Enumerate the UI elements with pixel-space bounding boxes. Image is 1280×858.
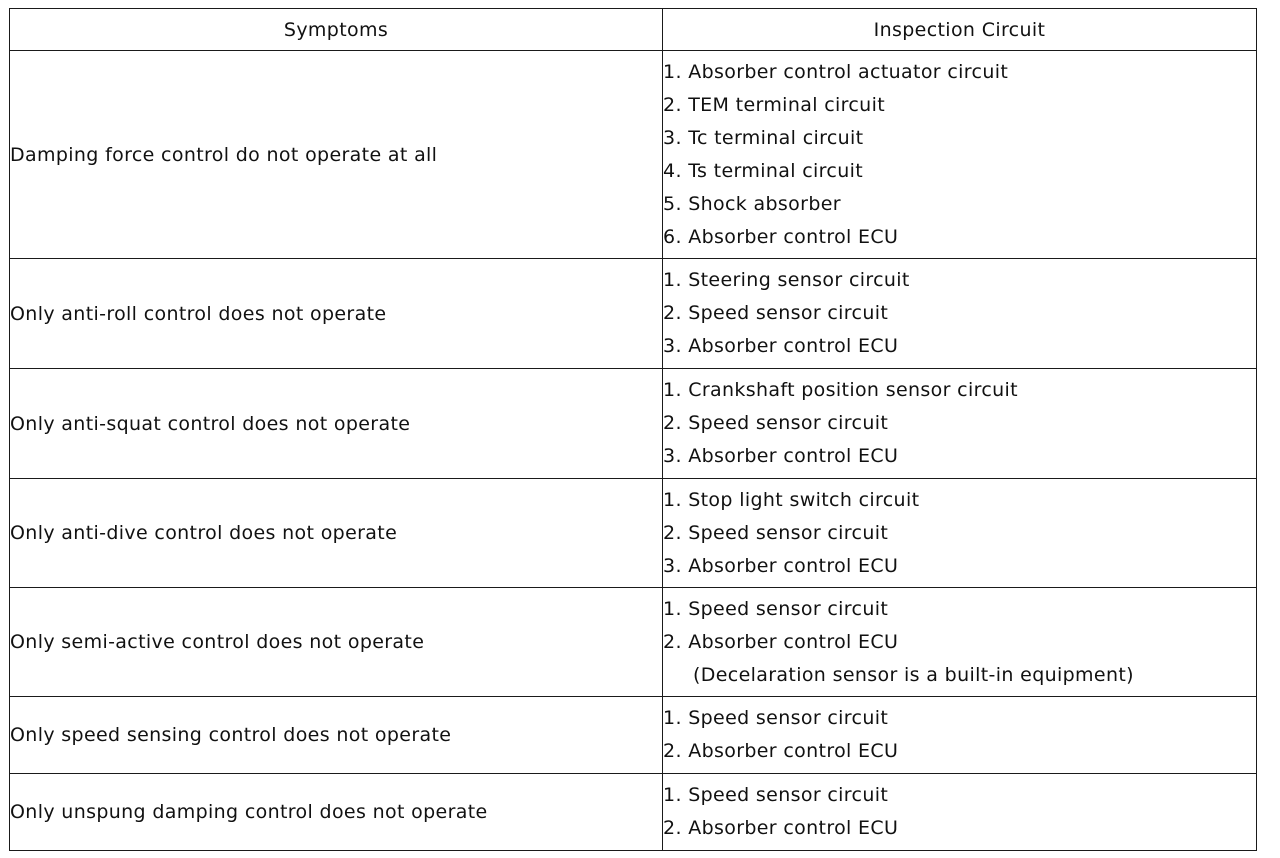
circuit-item: 6. Absorber control ECU: [663, 225, 899, 248]
circuit-item: 2. Absorber control ECU: [663, 630, 899, 653]
inspection-circuit-header: Inspection Circuit: [663, 9, 1257, 51]
circuit-item: 1. Stop light switch circuit: [663, 488, 920, 511]
circuit-item: 3. Absorber control ECU: [663, 554, 899, 577]
circuit-item: 2. Speed sensor circuit: [663, 302, 889, 324]
inspection-cell: [663, 259, 1257, 369]
circuit-item: 2. Absorber control ECU: [663, 740, 899, 762]
circuit-item: 1. Absorber control actuator circuit: [663, 60, 1009, 83]
circuit-item: 2. TEM terminal circuit: [663, 93, 886, 116]
circuit-item: 3. Absorber control ECU: [663, 335, 899, 357]
inspection-cell: [663, 51, 1257, 259]
table-row: [10, 51, 1257, 259]
circuit-item: 3. Absorber control ECU: [663, 445, 899, 467]
symptom-cell: Damping force control do not operate at all: [10, 51, 663, 259]
table-row: [10, 697, 1257, 774]
symptom-cell: Only unspung damping control does not operate: [10, 774, 663, 851]
circuit-item: 2. Speed sensor circuit: [663, 412, 889, 434]
circuit-item: 1. Speed sensor circuit: [663, 707, 889, 729]
circuit-item: 2. Absorber control ECU: [663, 817, 899, 839]
table-row: [10, 588, 1257, 697]
circuit-item: 2. Speed sensor circuit: [663, 521, 889, 544]
symptom-cell: Only speed sensing control does not operate: [10, 697, 663, 774]
circuit-item: 1. Crankshaft position sensor circuit: [663, 379, 1018, 401]
symptom-cell: Only anti-squat control does not operate: [10, 369, 663, 479]
inspection-cell: [663, 697, 1257, 774]
circuit-item: 3. Tc terminal circuit: [663, 126, 864, 149]
circuit-note: (Decelaration sensor is a built-in equipment): [693, 663, 1134, 686]
inspection-cell: [663, 369, 1257, 479]
symptom-cell: Only anti-dive control does not operate: [10, 479, 663, 588]
circuit-item: 1. Speed sensor circuit: [663, 784, 889, 806]
symptom-cell: Only semi-active control does not operate: [10, 588, 663, 697]
circuit-item: 1. Speed sensor circuit: [663, 597, 889, 620]
inspection-cell: [663, 588, 1257, 697]
circuit-item: 1. Steering sensor circuit: [663, 269, 910, 291]
symptoms-header: Symptoms: [10, 9, 663, 51]
circuit-item: 4. Ts terminal circuit: [663, 159, 864, 182]
table-row: [10, 774, 1257, 851]
symptom-cell: Only anti-roll control does not operate: [10, 259, 663, 369]
inspection-cell: [663, 774, 1257, 851]
circuit-item: 5. Shock absorber: [663, 192, 841, 215]
header-row: [10, 9, 1257, 51]
table-row: [10, 479, 1257, 588]
table-row: [10, 369, 1257, 479]
inspection-cell: [663, 479, 1257, 588]
table-row: [10, 259, 1257, 369]
inspection-table: [9, 8, 1257, 851]
